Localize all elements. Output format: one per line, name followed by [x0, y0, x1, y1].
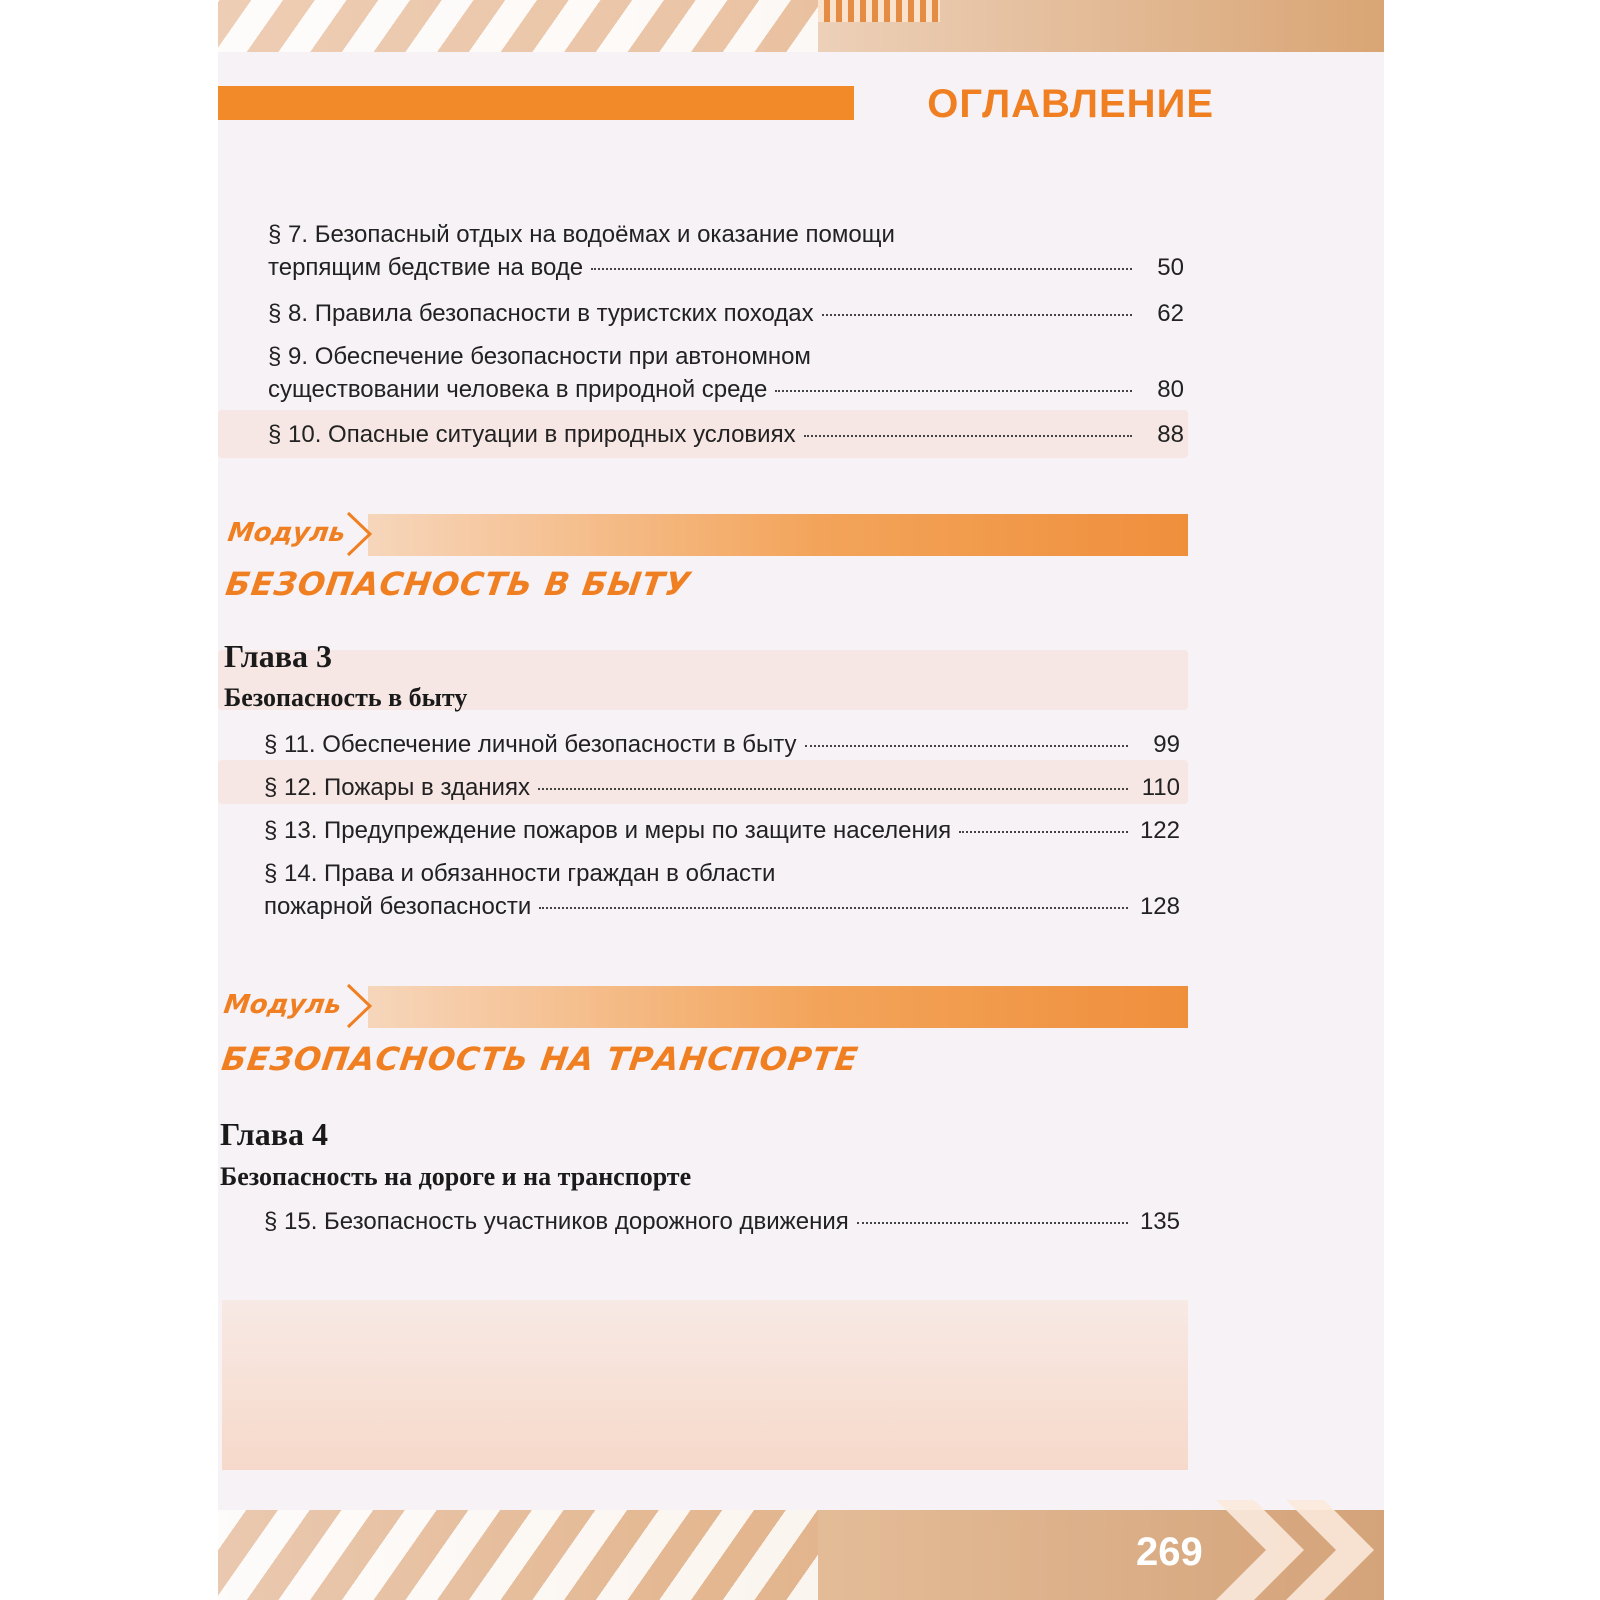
- module-chevron-icon: [346, 511, 372, 557]
- chapter-number: Глава 4: [220, 1116, 328, 1152]
- toc-entry[interactable]: [268, 418, 1184, 451]
- toc-entry-text: § 7. Безопасный отдых на водоёмах и оказание помощи: [268, 221, 895, 248]
- title-bar: [218, 86, 854, 120]
- module-label: Модуль: [225, 518, 348, 548]
- toc-entry[interactable]: [264, 857, 1180, 923]
- top-stripes: [218, 0, 818, 52]
- toc-entry-text: § 13. Предупреждение пожаров и меры по защите населения: [264, 817, 952, 844]
- toc-entry-text: § 15. Безопасность участников дорожного движения: [264, 1208, 849, 1235]
- leader-dots: [822, 314, 1132, 316]
- toc-page-number: 135: [1139, 1208, 1180, 1235]
- top-decorative-band: [218, 0, 1384, 52]
- leader-dots: [959, 831, 1128, 833]
- toc-page-number: 99: [1153, 731, 1180, 758]
- toc-entry-text: § 14. Права и обязанности граждан в области: [264, 860, 776, 887]
- bottom-stripes: [218, 1510, 818, 1600]
- toc-entry[interactable]: [268, 340, 1184, 406]
- toc-page-number: 122: [1139, 817, 1180, 844]
- bottom-tinted-panel: [222, 1300, 1188, 1470]
- book-page: [218, 0, 1384, 1600]
- top-ticks: [818, 0, 940, 22]
- chapter-name: Безопасность на дороге и на транспорте: [220, 1162, 692, 1191]
- leader-dots: [539, 907, 1128, 909]
- module-bar: [368, 514, 1188, 556]
- leader-dots: [538, 788, 1128, 790]
- toc-entry[interactable]: [264, 728, 1180, 761]
- toc-entry-text: § 12. Пожары в зданиях: [264, 774, 530, 801]
- module-title: БЕЗОПАСНОСТЬ В БЫТУ: [223, 565, 694, 603]
- toc-page-number: 80: [1157, 376, 1184, 403]
- module-title: БЕЗОПАСНОСТЬ НА ТРАНСПОРТЕ: [219, 1040, 861, 1078]
- page-title: ОГЛАВЛЕНИЕ: [927, 82, 1214, 126]
- toc-page-number: 110: [1141, 774, 1180, 801]
- toc-entry[interactable]: [264, 771, 1180, 804]
- chapter-number: Глава 3: [224, 638, 332, 674]
- leader-dots: [857, 1222, 1128, 1224]
- chapter-name: Безопасность в быту: [224, 683, 468, 712]
- toc-entry[interactable]: [264, 1205, 1180, 1238]
- module-label: Модуль: [221, 990, 344, 1020]
- bottom-decorative-band: [218, 1510, 1384, 1600]
- module-bar: [368, 986, 1188, 1028]
- toc-page-number: 50: [1157, 254, 1184, 281]
- toc-entry-text: § 8. Правила безопасности в туристских походах: [268, 300, 814, 327]
- leader-dots: [591, 268, 1132, 270]
- toc-entry[interactable]: [268, 218, 1184, 284]
- toc-page-number: 88: [1157, 421, 1184, 448]
- toc-page-number: 128: [1139, 893, 1180, 920]
- module-chevron-icon: [346, 983, 372, 1029]
- leader-dots: [775, 390, 1132, 392]
- toc-entry-text: терпящим бедствие на воде: [268, 254, 584, 281]
- toc-entry[interactable]: [268, 297, 1184, 330]
- toc-entry-text: существовании человека в природной среде: [268, 376, 768, 403]
- leader-dots: [805, 745, 1129, 747]
- double-chevron-icon: [1216, 1500, 1384, 1600]
- toc-entry-text: пожарной безопасности: [264, 893, 532, 920]
- toc-entry-text: § 9. Обеспечение безопасности при автономном: [268, 343, 811, 370]
- leader-dots: [804, 435, 1132, 437]
- toc-entry-text: § 10. Опасные ситуации в природных условиях: [268, 421, 796, 448]
- toc-entry[interactable]: [264, 814, 1180, 847]
- page-number: 269: [1136, 1530, 1203, 1574]
- toc-page-number: 62: [1157, 300, 1184, 327]
- toc-entry-text: § 11. Обеспечение личной безопасности в быту: [264, 731, 797, 758]
